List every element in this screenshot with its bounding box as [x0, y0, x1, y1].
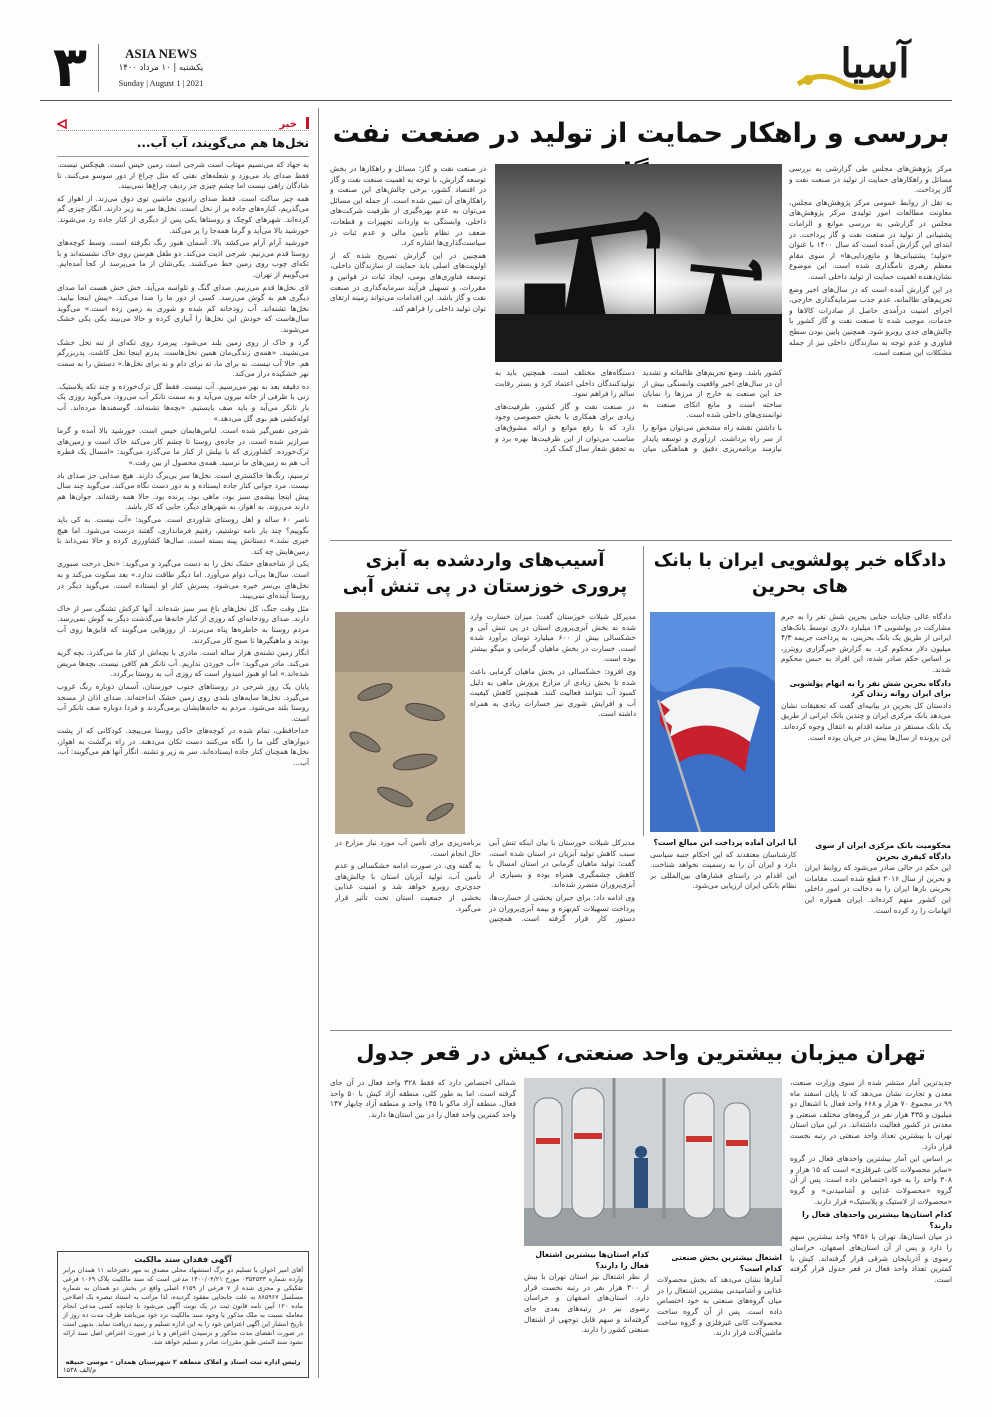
paragraph: مدیرکل شیلات خوزستان با بیان اینکه تنش آبی سبب کاهش تولید آبزیان در استان شده است، گفت: تولید ماهیان گرمابی در استان امسال با کاهش چشمگیری همراه بوده و بسیاری از آبزی‌پروران متضرر شده‌اند. — [489, 838, 635, 890]
column-separator — [318, 108, 319, 1378]
header-rule — [40, 100, 952, 101]
paragraph: وی افزود: خشکسالی در بخش ماهیان گرمابی باعث شده تا بخش زیادی از مزارع پرورش ماهی به دلیل کمبود آب نتوانند فعالیت کنند. همچنین کاهش کیفیت آب و افزایش شوری نیز خسارات زیادی به همراه داشته است. — [470, 666, 636, 719]
section-rule — [330, 1030, 952, 1031]
paragraph: خداحافظی، تمام شده در کوچه‌های خاکی روستا می‌پیچد. کودکانی که از پشت دیوارهای گلی ما را نگاه می‌کنند دست تکان می‌دهند. در راه برگشت به اهواز، نخل‌ها همچنان کنار جاده ایستاده‌اند. سر به زیر و تشنه. انگار آنها هم می‌گویند: آب، آب... — [57, 726, 309, 768]
notice-body: آقای امیر اخوان با تسلیم دو برگ استشهاد محلی مصدق به مهر دفترخانه ۱۱ همدان برابر وارده شماره ۰۳۵۴۵۳۳ مورخ ۱۴۰۰/۰۴/۲۱ مدعی است که سند مالکیت پلاک ۱۰۶۹ فرعی تفکیکی و مجزی شده از ۷ فرعی از ۶۱۵۹ اصلی واقع در بخش دو همدان به شماره مسلسل ۸۸۵۹۶۷ به علت جابجایی مفقود گردیده، لذا مراتب به استناد تبصره یک اصلاحی ماده ۱۲۰ آیین نامه قانون ثبت در یک نوبت آگهی می‌شود تا چنانچه کسی مدعی انجام معامله نسبت به ملک مذکور یا وجود سند مالکیت نزد خود می‌باشد ظرف مدت ده روز از تاریخ انتشار این آگهی اعتراض خود را به این اداره تسلیم و رسید دریافت نماید. بدیهی است در صورت انقضای مدت مذکور و نرسیدن اعتراض و یا در صورت اعتراض اصل سند ارائه نشود سند المثنی طبق مقررات صادر و تسلیم خواهد شد. — [63, 1266, 304, 1346]
legal-notice-box — [57, 1251, 309, 1378]
paragraph: ده دقیقه بعد به نهر می‌رسیم. آب نیست. فقط گل ترک‌خورده و چند تکه پلاستیک. زنی با ظرفی از خانه بیرون می‌آید و به سمت تانکر آب می‌رود. می‌گوید روزی یک بار تانکر می‌آید و باید صف بایستیم. «بچه‌ها تشنه‌اند. گوسفندها مرده‌اند. آب لوله‌کشی هم بوی گل می‌دهد.» — [57, 381, 309, 423]
khuzestan-headline: آسیب‌های واردشده به آبزی پروری خوزستان در پی تنش آبی — [342, 550, 628, 597]
left-title-rule — [57, 156, 309, 157]
main-col1 — [789, 164, 952, 534]
left-article-title: نخل‌ها هم می‌گویند، آب آب... — [136, 136, 309, 150]
paragraph: در صنعت نفت و گاز کشور، ظرفیت‌های زیادی برای همکاری با بخش خصوصی وجود دارد که با رفع موانع و ارائه مشوق‌های مناسب می‌توان از این ظرفیت‌ها بهره برد و به تحقق شعار سال کمک کرد. — [495, 401, 635, 454]
subheading: محکومیت بانک مرکزی ایران از سوی دادگاه کیفری بحرین — [815, 841, 951, 861]
left-article-body — [57, 160, 309, 1245]
bahrain-headline: دادگاه خبر پولشویی ایران با بانک های بحرین — [653, 550, 947, 597]
paragraph: از نظر اشتغال نیز استان تهران با بیش از ۳۰۰ هزار نفر در رتبه نخست قرار دارد. استان‌های اصفهان و خراسان رضوی نیز در رتبه‌های بعدی جای گرفته‌اند و سهم قابل توجهی از اشتغال صنعتی کشور را دارند. — [524, 1272, 649, 1335]
paragraph: به تقل از روابط عمومی مرکز پژوهش‌های مجلس، معاونت مطالعات امور تولیدی مرکز پژوهش‌های مجلس در گزارشی به بررسی موانع و الزامات پشتیبانی از تولید در صنعت نفت و گاز پرداخت. در ابتدای این گزارش آمده است که سال ۱۴۰۰ با عنوان «تولید؛ پشتیبانی‌ها و مانع‌زدایی‌ها» از سوی مقام معظم رهبری نامگذاری شده است. این موضوع نشان‌دهنده اهمیت حمایت از تولید داخلی است. — [789, 197, 952, 281]
paragraph: یکی از شاخه‌های خشک نخل را به دست می‌گیرد و می‌گوید: «نخل درخت صبوری است. سال‌ها بی‌آب دوام می‌آورد. اما دیگر طاقت ندارد.» بعد سکوت می‌کند و به نخل‌های بی‌سر خیره می‌شود. پسرش کنار او ایستاده است. می‌گوید دیگر در روستا آینده‌ای نمی‌بیند. — [57, 559, 309, 601]
notice-code: م/الف ۱۵۳۸ — [63, 1366, 97, 1374]
paragraph: پایان یک روز شرجی در روستاهای جنوب خوزستان، آسمان دوباره رنگ غروب می‌گیرد. نخل‌ها سایه‌های بلندی روی زمین خشک انداخته‌اند. صدای اذان از مسجد روستا بلند می‌شود. مردم به خانه‌هایشان برمی‌گردند و فردا دوباره صف تانکر آب است. — [57, 681, 309, 723]
section-rule — [330, 540, 952, 541]
paragraph: انگار زمین تشنه‌ی هزار ساله است. مادری با بچه‌اش از کنار ما می‌گذرد. بچه گریه می‌کند. مادر می‌گوید: «آب خوردن نداریم. آب تانکر هم کافی نیست. بچه‌ها مریض شده‌اند.» اما او هنوز امیدوار است که روزی آب به روستا برگردد. — [57, 648, 309, 679]
logo — [790, 40, 950, 96]
subheading: دادگاه بحرین شش نفر را به اتهام پولشویی برای ایران روانه زندان کرد — [789, 678, 951, 699]
column-separator — [643, 546, 644, 836]
main-headline: بررسی و راهکار حمایت از تولید در صنعت نفت — [332, 118, 950, 149]
paragraph: در این گزارش آمده است که در سال‌های اخیر وضع تحریم‌های ظالمانه، عدم جذب سرمایه‌گذاری خارجی، اجرای امنیت درآمدی حاصل از صادرات کالاها و خدمات، موجب شده تا صنعت نفت و گاز کشور با چالش‌های جدی روبرو شود. همچنین پایین بودن سطح فناوری و عدم توجه به سازندگان داخلی نیز از جمله مشکلات این صنعت است. — [789, 284, 952, 358]
tehran-col2 — [524, 1250, 782, 1378]
dead-fish-photo — [335, 612, 465, 834]
section-label — [57, 112, 309, 130]
industrial-plant-photo — [524, 1078, 782, 1246]
header-divider — [98, 44, 99, 92]
logo-text: آسیا — [840, 40, 910, 87]
notice-title: آگهی فقدان سند مالکیت — [134, 1255, 232, 1264]
paragraph: همچنین در این گزارش تصریح شده که از اولویت‌های اصلی باید حمایت از سازندگان داخلی، توسعه فناوری‌های بومی، ایجاد ثبات در قوانین و مقررات، و تسهیل فرآیند سرمایه‌گذاری در صنعت نفت و گاز باشد. این اقدامات می‌تواند زمینه ارتقای توان تولید داخلی را فراهم کند. — [330, 250, 486, 313]
paragraph: ناصر ۶۰ ساله و اهل روستای شاوردی است. می‌گوید: «آب نیست. به کی باید بگوییم؟ چند بار نامه نوشتیم، رفتیم فرمانداری، گفتند درست می‌شود. اما هیچ خبری نشد.» دستانش پینه بسته است. سال‌ها کشاورزی کرده و حالا نمی‌داند با زمین‌هایش چه کند. — [57, 515, 309, 556]
section-dotted-rule — [57, 130, 309, 131]
paragraph: گرد و خاک از روی زمین بلند می‌شود. پیرمرد روی تکه‌ای از تنه نخل خشک می‌نشیند. «همه‌ی زندگی‌مان همین نخل‌هاست. پدرم اینجا نخل کاشت. پدربزرگم هم. حالا آب نیست. نه برای ما، نه برای دام و نه برای نخل‌ها.» دستش را به سمت نهر خشکیده دراز می‌کند. — [57, 337, 309, 379]
paragraph: دادستان کل بحرین در بیانیه‌ای گفت که تحقیقات نشان می‌دهد بانک مرکزی ایران و چندین بانک ایرانی از طریق یک بانک مستقر در منامه اقدام به انتقال وجوه کرده‌اند. این پرونده از سال‌ها پیش در جریان بوده است. — [781, 700, 951, 742]
bahrain-flag-photo — [650, 612, 775, 832]
paragraph: آمارها نشان می‌دهد که بخش محصولات غذایی و آشامیدنی بیشترین اشتغال را در میان گروه‌های صنعتی به خود اختصاص داده است. پس از آن گروه ساخت محصولات کانی غیرفلزی و گروه ساخت ماشین‌آلات قرار دارند. — [657, 1275, 782, 1338]
section-bar — [306, 117, 309, 129]
paragraph: ترسیم، رنگ‌ها خاکستری است. نخل‌ها سر بی‌برگ دارند. هیچ صدایی جز صدای باد نیست. مرد جوانی کنار جاده ایستاده و به دور دست نگاه می‌کند. می‌گوید چند سال پیش اینجا بیشه‌ی سبز بود، ماهی بود، پرنده بود. حالا همه رفته‌اند. جوان‌ها هم دارند می‌روند. به اهواز، به شهرهای دیگر، جایی که کار باشد. — [57, 470, 309, 512]
paragraph: در میان استان‌ها، تهران با ۹۴۵۶ واحد بیشترین سهم را دارد و پس از آن استان‌های اصفهان، خراسان رضوی و آذربایجان شرقی قرار گرفته‌اند. کیش با کمترین تعداد واحد فعال در قعر جدول قرار گرفته است. — [790, 1232, 952, 1284]
paragraph: لای نخل‌ها قدم می‌زنیم. صدای گنگ و تلواسه می‌آید. خش خش هست اما صدای دیگری هم به گوش می‌رسد. کسی از دور ما را صدا می‌کند. «پیش اینجا بیایید. نخل‌ها تشنه‌اند. آب رودخانه کم شده و شوری به زمین زده است.» می‌گوید سال‌هاست که خودش این نخل‌ها را آبیاری کرده و حالا می‌بیند یکی یکی خشک می‌شوند. — [57, 282, 309, 334]
bahrain-body — [781, 612, 951, 834]
paragraph: دادگاه عالی جنایات جنایی بحرین شش نفر را به جرم مشارکت در پولشویی ۱۳ میلیارد دلاری توسط بانک‌های ایرانی از طریق یک بانک بحرینی، به پرداخت جریمه ۴/۳ میلیون دلار محکوم کرد. به گزارش خبرگزاری رویترز، بر اساس حکم صادر شده، این افراد به حبس محکوم شدند. — [781, 612, 951, 674]
left-column — [57, 108, 309, 1378]
paragraph: شرجی نفس‌گیر شده است. لباس‌هایمان خیس است. خورشید بالا آمده و گرما سرازیر شده است. در جاده‌ی روستا تا چشم کار می‌کند خاک است و زمین‌های ترک‌خورده. کشاورزی که با بیلش از کنار ما می‌گذرد می‌گوید: «امسال یک قطره آب هم به زمین‌های ما نرسید. همه‌ی محصول از بین رفت.» — [57, 426, 309, 468]
paragraph: در صنعت نفت و گاز؛ مسائل و راهکارها در بخش توسعه گزارش، با توجه به اهمیت صنعت نفت و گاز در اقتصاد کشور، برخی چالش‌های این صنعت و راهکارهای آن تبیین شده است. از جمله این مسائل می‌توان به عدم بهره‌گیری از ظرفیت شرکت‌های داخلی، وابستگی به واردات تجهیزات و قطعات، ضعف در نظام تأمین مالی و عدم ثبات در سیاست‌گذاری‌ها اشاره کرد. — [330, 164, 486, 248]
subheading: کدام استان‌ها بیشترین اشتغال فعال را دارند؟ — [535, 1250, 649, 1270]
date-fa: یکشنبه | ۱۰ مرداد ۱۴۰۰ — [118, 63, 204, 73]
subheading: اشتغال بیشترین بخش صنعتی کدام است؟ — [671, 1253, 782, 1273]
tehran-col3 — [330, 1078, 516, 1378]
section-label-text: خبر — [279, 119, 297, 130]
tehran-headline: تهران میزبان بیشترین واحد صنعتی، کیش در قعر جدول — [356, 1041, 926, 1065]
khuzestan-lower-body — [335, 838, 635, 1022]
paper-name-en: ASIA NEWS — [125, 46, 197, 61]
paragraph: مثل وقت جنگ، کل نخل‌های باغ سر سبز شده‌اند. آنها کرکش تشنگی سر از خاک دارند. صدای رودخانه‌ای که روزی از کنار خانه‌ها می‌گذشت دیگر به گوش نمی‌رسد. مردم روستا به خاطره‌ها پناه می‌برند. از روزهایی می‌گویند که قایق‌ها روی آب بودند و ماهیگیرها تا صبح کار می‌کردند. — [57, 603, 309, 645]
main-col2-top — [330, 164, 486, 534]
section-marker-icon — [57, 114, 67, 124]
subheading: آیا ایران آماده پرداخت این مبالغ است؟ — [653, 838, 797, 847]
bahrain-lower-body — [650, 838, 951, 1022]
main-col2-bottom — [495, 368, 782, 534]
paragraph: کارشناسان معتقدند که این احکام جنبه سیاسی دارد و ایران آن را به رسمیت نخواهد شناخت. این اقدام در راستای فشارهای بین‌المللی بر نظام بانکی ایران ارزیابی می‌شود. — [650, 849, 797, 891]
paragraph: شمالی اختصاص دارد که فقط ۳۲۸ واحد فعال در آن جای گرفته است. اما به طور کلی، منطقه آزاد کیش با ۵۰ واحد فعال، منطقه آزاد ماکو با ۱۴۵ واحد و منطقه آزاد چابهار ۱۴۷ واحد کمترین واحد فعال را در بین استان‌ها دارند. — [330, 1078, 516, 1119]
page-number: ۳ — [52, 35, 88, 100]
paragraph: این حکم در حالی صادر می‌شود که روابط ایران و بحرین از سال ۲۰۱۶ قطع شده است. مقامات بحرینی بارها ایران را به دخالت در امور داخلی این کشور متهم کرده‌اند. ایران همواره این اتهامات را رد کرده است. — [804, 863, 951, 915]
subheading: کدام استان‌ها بیشترین واحدهای فعال را دارند؟ — [802, 1210, 952, 1230]
notice-signature: رئیس اداره ثبت اسناد و املاک منطقه ۲ شهرستان همدان - موسی حنیفه — [65, 1358, 301, 1366]
paragraph: خورشید آرام آرام می‌کشد بالا. آسمان هنوز رنگ نگرفته است. وسط کوچه‌های روستا قدم می‌زنیم. شرجی اذیت می‌کند. دو طفل هم‌سن روی خاک نشسته‌اند و با تکه‌ای چوب روی زمین خط می‌کشند. یکی‌شان از ما می‌پرسد از کجا آمده‌ایم. می‌گوییم از تهران. — [57, 238, 309, 279]
khuzestan-body — [470, 612, 636, 834]
page-header — [0, 0, 992, 100]
oil-pumpjacks-photo — [495, 164, 782, 362]
paragraph: مدیرکل شیلات خوزستان گفت: میزان خسارت وارد شده به بخش آبزی‌پروری استان در پی تنش آبی و خشکسالی بیش از ۶۰۰ میلیارد تومان برآورد شده است. خسارت در بخش ماهیان گرمابی و میگو بیشتر بوده است. — [470, 612, 636, 664]
paragraph: جدیدترین آمار منتشر شده از سوی وزارت صنعت، معدن و تجارت نشان می‌دهد که تا پایان اسفند ماه ۹۹ در مجموع ۷۰ هزار و ۶۶۸ واحد فعال با اشتغال دو میلیون و ۴۳۵ هزار نفر در گروه‌های مختلف صنعتی و معدنی در کشور فعالیت داشته‌اند. در این میان استان تهران با بیشترین تعداد واحد صنعتی در رتبه نخست قرار دارد. — [790, 1078, 952, 1151]
paragraph: به جهاد که می‌نسیم مهتاب است شرجی است زمین خیس است. هیچکس نیست. فقط صدای باد می‌وزد و شعله‌های نفتی که مثل چراغ از دور سوسو می‌کنند. تا شادگان راهی نیست اما چشم چیزی جز ردیف چراغ‌ها نمی‌بیند. — [57, 160, 309, 191]
tehran-col1 — [790, 1078, 952, 1378]
paragraph: بر اساس این آمار بیشترین واحدهای فعال در گروه «سایر محصولات کانی غیرفلزی» است که ۱۵ هزار و ۳۰۸ واحد را به خود اختصاص داده است. پس از آن گروه «محصولات غذایی و آشامیدنی» و گروه «محصولات از لاستیک و پلاستیک» قرار دارند. — [790, 1154, 952, 1206]
date-en: Sunday | August 1 | 2021 — [118, 78, 204, 88]
paragraph: همه چیز ساکت است. فقط صدای رادیوی ماشین توی دوق می‌زند. از اهواز که می‌گذریم، کناره‌های جاده پر از نخل است. نخل‌ها سر به زیر دارند. انگار چیزی گم کرده‌اند. شهرهای کوچک و روستاها یکی پس از دیگری از کنار جاده رد می‌شوند. خورشید بالا می‌آید و گرما همه‌جا را پر می‌کند. — [57, 193, 309, 235]
paragraph: وی ادامه داد: برای جبران بخشی از خسارت‌ها، پرداخت تسهیلات کم‌بهره و بیمه آبزی‌پروران در دستور کار قرار گرفته است. همچنین برنامه‌ریزی برای تأمین آب مورد نیاز مزارع در حال انجام است. — [335, 838, 635, 924]
paragraph: مرکز پژوهش‌های مجلس طی گزارشی به بررسی مسائل و راهکارهای حمایت از تولید در صنعت نفت و گاز پرداخت. — [789, 164, 952, 195]
paragraph: به گفته وی، در صورت ادامه خشکسالی و عدم تأمین آب، تولید آبزیان استان با چالش‌های جدی‌تری روبرو خواهد شد و امنیت غذایی بخشی از جمعیت استان تحت تأثیر قرار می‌گیرد. — [335, 861, 481, 913]
paragraph: کشور باشد. وضع تحریم‌های ظالمانه و تشدید آن در سال‌های اخیر واقعیت وابستگی بیش از حد این صنعت به خارج از مرزها را نمایان ساخته است و مانع اتکای صنعت به توانمندی‌های داخلی شده است. — [642, 368, 782, 420]
paragraph: با داشتن نقشه راه مشخص می‌توان موانع را از سر راه برداشت. ارزآوری و توسعه پایدار نیازمند برنامه‌ریزی دقیق و هماهنگی میان دستگاه‌های مختلف است. همچنین باید به تولیدکنندگان داخلی اعتماد کرد و بستر رقابت سالم را فراهم نمود. — [495, 368, 782, 454]
